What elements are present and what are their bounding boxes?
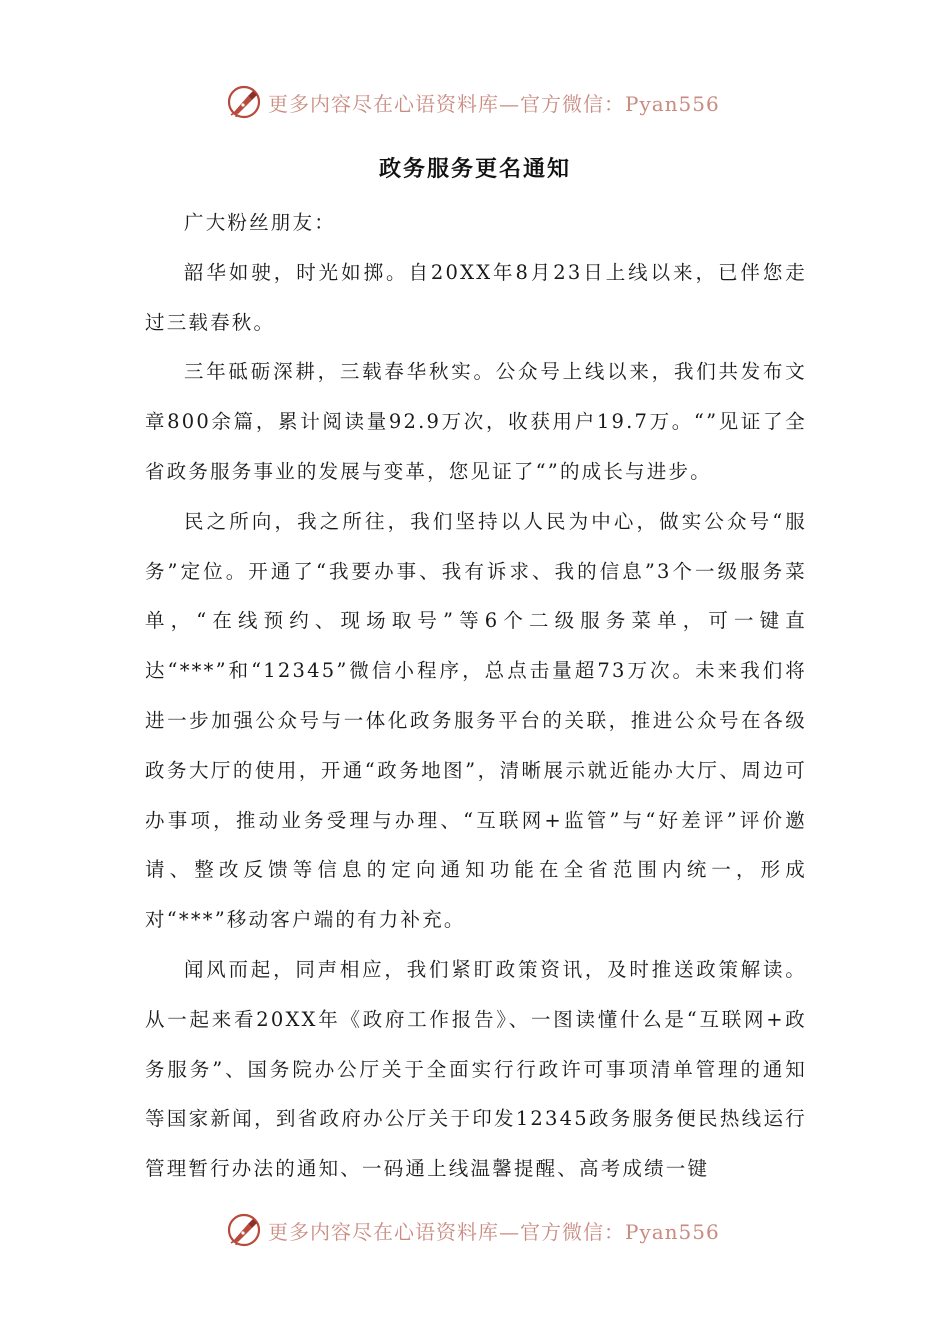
body-paragraph: 闻风而起，同声相应，我们紧盯政策资讯，及时推送政策解读。从一起来看20XX年《政府工作报告》、一图读懂什么是“互联网+政务服务”、国务院办公厅关于全面实行行政许可事项清单管理的通知等国家新闻，到省政府办公厅关于印发12345政务服务便民热线运行管理暂行办法的通知、一码通上线温馨提醒、高考成绩一键 [145, 957, 807, 1181]
body-paragraph: 民之所向，我之所往，我们坚持以人民为中心，做实公众号“服务”定位。开通了“我要办事、我有诉求、我的信息”3个一级服务菜单，“在线预约、现场取号”等6个二级服务菜单，可一键直达“***”和“12345”微信小程序，总点击量超73万次。未来我们将进一步加强公众号与一体化政务服务平台的关联，推进公众号在各级政务大厅的使用，开通“政务地图”，清晰展示就近能办大厅、周边可办事项，推动业务受理与办理、“互联网+监管”与“好差评”评价邀请、整改反馈等信息的定向通知功能在全省范围内统一，形成对“***”移动客户端的有力补充。 [145, 509, 807, 932]
watermark-header [226, 82, 726, 122]
pen-nib-logo-icon [226, 1212, 262, 1248]
pen-nib-logo-icon [226, 84, 262, 120]
body-paragraph: 韶华如驶，时光如掷。自20XX年8月23日上线以来，已伴您走过三载春秋。 [145, 260, 807, 334]
watermark-text: 更多内容尽在心语资料库—官方微信：Pyan556 [268, 91, 720, 116]
document-body [145, 198, 807, 1194]
watermark-footer [226, 1210, 726, 1250]
watermark-text: 更多内容尽在心语资料库—官方微信：Pyan556 [268, 1219, 720, 1244]
document-title: 政务服务更名通知 [378, 156, 571, 182]
greeting-paragraph: 广大粉丝朋友： [184, 211, 336, 234]
body-paragraph: 三年砥砺深耕，三载春华秋实。公众号上线以来，我们共发布文章800余篇，累计阅读量92.9万次，收获用户19.7万。“”见证了全省政务服务事业的发展与变革，您见证了“”的成长与进步。 [145, 360, 807, 483]
